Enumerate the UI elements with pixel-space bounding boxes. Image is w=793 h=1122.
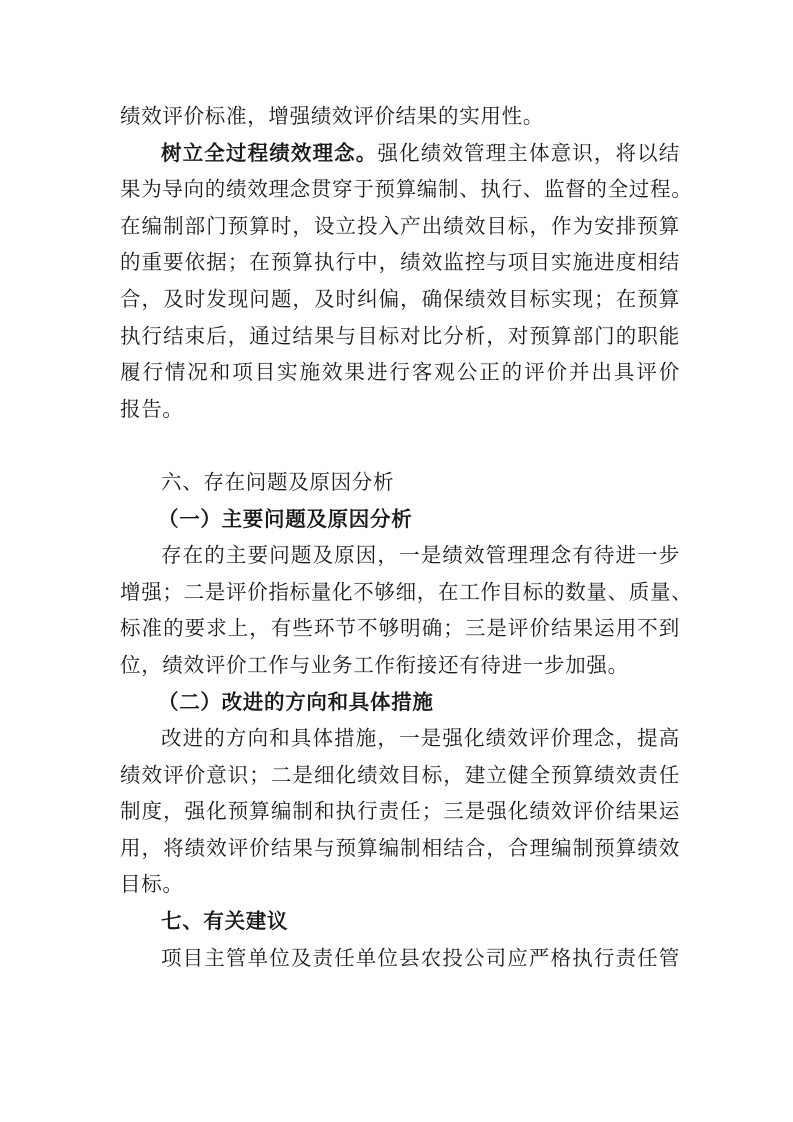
section-heading: 七、有关建议 bbox=[161, 909, 289, 934]
paragraph-line: 绩效评价标准，增强绩效评价结果的实用性。 bbox=[120, 104, 544, 128]
paragraph-line bbox=[120, 135, 680, 172]
section-heading: 六、存在问题及原因分析 bbox=[161, 469, 395, 494]
subsection-heading: （二）改进的方向和具体措施 bbox=[158, 689, 434, 714]
paragraph-line: 增强；二是评价指标量化不够细，在工作目标的数量、质量、 bbox=[120, 579, 693, 604]
blank-line bbox=[120, 427, 680, 464]
paragraph-text: 强化绩效管理主体意识，将以结 bbox=[377, 140, 680, 165]
paragraph-line: 位，绩效评价工作与业务工作衔接还有待进一步加强。 bbox=[120, 652, 629, 677]
paragraph-line: 用，将绩效评价结果与预算编制相结合，合理编制预算绩效 bbox=[120, 835, 680, 860]
paragraph-line: 执行结束后，通过结果与目标对比分析，对预算部门的职能 bbox=[120, 323, 680, 348]
paragraph-line: 在编制部门预算时，设立投入产出绩效目标，作为安排预算 bbox=[120, 213, 680, 238]
paragraph-line: 制度，强化预算编制和执行责任；三是强化绩效评价结果运 bbox=[120, 799, 680, 824]
paragraph-line: 的重要依据；在预算执行中，绩效监控与项目实施进度相结 bbox=[120, 250, 680, 275]
paragraph-lead-bold: 树立全过程绩效理念。 bbox=[161, 140, 378, 165]
document-page bbox=[120, 98, 693, 976]
paragraph-line: 存在的主要问题及原因，一是绩效管理理念有待进一步 bbox=[161, 543, 680, 568]
paragraph-line: 报告。 bbox=[120, 396, 184, 421]
paragraph-line: 改进的方向和具体措施，一是强化绩效评价理念，提高 bbox=[161, 726, 680, 751]
paragraph-line: 果为导向的绩效理念贯穿于预算编制、执行、监督的全过程。 bbox=[120, 177, 693, 202]
subsection-heading: （一）主要问题及原因分析 bbox=[158, 506, 413, 531]
paragraph-line: 合，及时发现问题，及时纠偏，确保绩效目标实现；在预算 bbox=[120, 286, 680, 311]
paragraph-line: 目标。 bbox=[120, 872, 184, 897]
paragraph-line: 项目主管单位及责任单位县农投公司应严格执行责任管 bbox=[161, 945, 680, 970]
paragraph-line: 绩效评价意识；二是细化绩效目标，建立健全预算绩效责任 bbox=[120, 762, 680, 787]
paragraph-line: 标准的要求上，有些环节不够明确；三是评价结果运用不到 bbox=[120, 616, 680, 641]
paragraph-line: 履行情况和项目实施效果进行客观公正的评价并出具评价 bbox=[120, 360, 680, 385]
